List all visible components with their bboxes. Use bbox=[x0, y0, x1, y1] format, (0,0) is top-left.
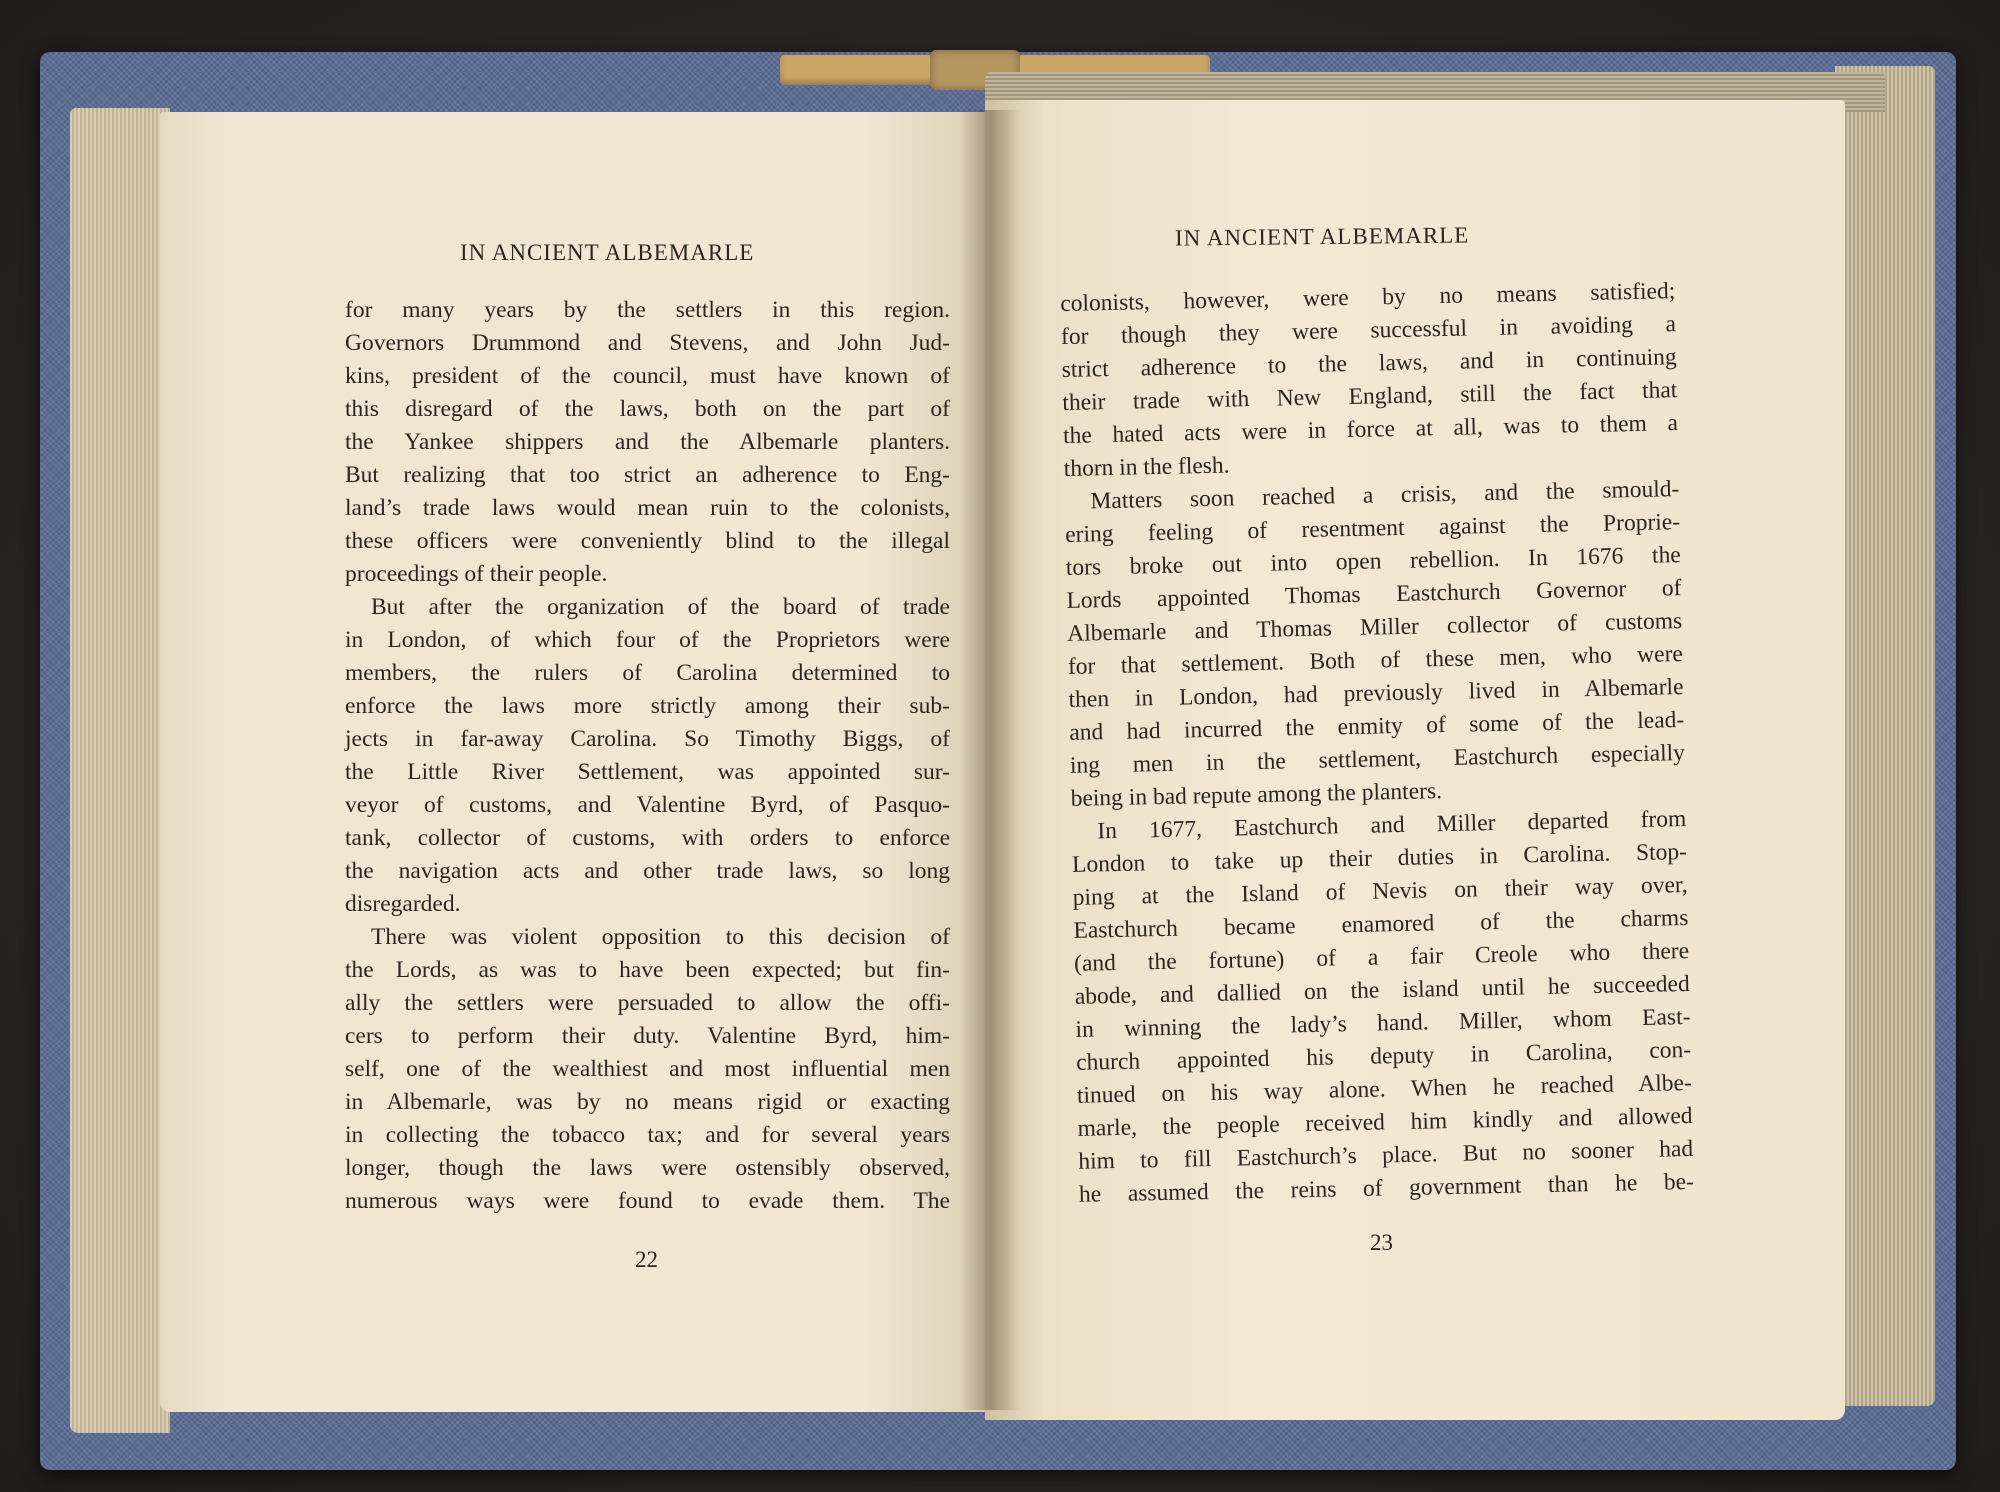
text-line: he assumed the reins of government than he be- bbox=[1078, 1168, 1695, 1208]
page-number: 22 bbox=[635, 1247, 658, 1272]
text-line: the Little River Settlement, was appointed sur- bbox=[345, 759, 950, 785]
text-line: the Yankee shippers and the Albemarle planters. bbox=[345, 429, 950, 455]
page-number: 23 bbox=[1370, 1230, 1393, 1255]
text-line: (and the fortune) of a fair Creole who there bbox=[1073, 937, 1690, 977]
text-line: In 1677, Eastchurch and Miller departed from bbox=[1097, 806, 1687, 845]
text-line: this disregard of the laws, both on the part of bbox=[345, 396, 950, 422]
left-page bbox=[160, 112, 992, 1412]
text-line: ping at the Island of Nevis on their way over, bbox=[1072, 871, 1688, 911]
text-line: longer, though the laws were ostensibly observed, bbox=[345, 1155, 950, 1181]
body-text bbox=[345, 294, 950, 1218]
text-line: But after the organization of the board of trade bbox=[371, 594, 950, 620]
text-line: London to take up their duties in Carolina. Stop- bbox=[1071, 838, 1688, 878]
text-line: strict adherence to the laws, and in continuing bbox=[1061, 344, 1677, 383]
text-line: numerous ways were found to evade them. The bbox=[345, 1188, 950, 1214]
text-line: colonists, however, were by no means satisfied; bbox=[1060, 278, 1676, 317]
text-line: Governors Drummond and Stevens, and John Jud- bbox=[345, 330, 950, 356]
text-line: ally the settlers were persuaded to allow the offi- bbox=[345, 990, 950, 1016]
text-line: Matters soon reached a crisis, and the smould- bbox=[1090, 476, 1680, 515]
text-line: the Lords, as was to have been expected; but fin- bbox=[345, 957, 950, 983]
right-page-stack-edge bbox=[1835, 66, 1935, 1406]
text-line: Lords appointed Thomas Eastchurch Governor of bbox=[1066, 575, 1682, 614]
text-line: in Albemarle, was by no means rigid or exacting bbox=[345, 1089, 950, 1115]
text-line: thorn in the flesh. bbox=[1063, 452, 1230, 482]
text-line: the hated acts were in force at all, was to them a bbox=[1062, 410, 1679, 449]
text-line: cers to perform their duty. Valentine Byrd, him- bbox=[345, 1023, 950, 1049]
text-line: tank, collector of customs, with orders to enforce bbox=[345, 825, 950, 851]
text-line: members, the rulers of Carolina determined to bbox=[345, 660, 950, 686]
text-line: marle, the people received him kindly and allowed bbox=[1077, 1102, 1693, 1142]
text-line: him to fill Eastchurch’s place. But no sooner had bbox=[1078, 1135, 1694, 1175]
body-text bbox=[1060, 275, 1694, 1212]
text-line: for though they were successful in avoiding a bbox=[1060, 311, 1677, 350]
text-line: There was violent opposition to this decision of bbox=[371, 924, 950, 950]
text-line: veyor of customs, and Valentine Byrd, of Pasquo- bbox=[345, 792, 950, 818]
running-head: IN ANCIENT ALBEMARLE bbox=[1174, 222, 1470, 251]
running-head: IN ANCIENT ALBEMARLE bbox=[460, 240, 755, 265]
text-line: land’s trade laws would mean ruin to the colonists, bbox=[345, 495, 950, 521]
text-line: self, one of the wealthiest and most influential men bbox=[345, 1056, 950, 1082]
text-line: ering feeling of resentment against the Proprie- bbox=[1064, 509, 1681, 548]
text-line: the navigation acts and other trade laws, so long bbox=[345, 858, 950, 884]
text-line: church appointed his deputy in Carolina, con- bbox=[1075, 1036, 1692, 1076]
text-line: then in London, had previously lived in Albemarle bbox=[1068, 674, 1684, 713]
text-line: disregarded. bbox=[345, 891, 461, 917]
left-page-stack-edge bbox=[70, 108, 170, 1433]
text-line: But realizing that too strict an adherence to Eng- bbox=[345, 462, 950, 488]
text-line: ing men in the settlement, Eastchurch especially bbox=[1069, 740, 1686, 779]
text-line: in London, of which four of the Proprietors were bbox=[345, 627, 950, 653]
text-line: their trade with New England, still the fact that bbox=[1062, 377, 1678, 416]
text-line: jects in far-away Carolina. So Timothy Biggs, of bbox=[345, 726, 950, 752]
text-line: proceedings of their people. bbox=[345, 561, 608, 587]
right-page bbox=[985, 100, 1845, 1420]
text-line: these officers were conveniently blind to the illegal bbox=[345, 528, 950, 554]
text-line: Albemarle and Thomas Miller collector of customs bbox=[1066, 608, 1683, 647]
text-line: for many years by the settlers in this region. bbox=[345, 297, 950, 323]
text-line: and had incurred the enmity of some of the lead- bbox=[1069, 707, 1685, 746]
text-line: in winning the lady’s hand. Miller, whom East- bbox=[1075, 1003, 1691, 1043]
text-line: for that settlement. Both of these men, who were bbox=[1067, 641, 1684, 680]
text-line: in collecting the tobacco tax; and for several years bbox=[345, 1122, 950, 1148]
text-line: abode, and dallied on the island until he succeeded bbox=[1074, 970, 1690, 1010]
text-line: Eastchurch became enamored of the charms bbox=[1073, 904, 1689, 944]
text-line: tinued on his way alone. When he reached Albe- bbox=[1076, 1069, 1693, 1109]
text-line: being in bad repute among the planters. bbox=[1070, 778, 1443, 812]
text-line: kins, president of the council, must have known of bbox=[345, 363, 950, 389]
text-line: tors broke out into open rebellion. In 1676 the bbox=[1065, 542, 1682, 581]
text-line: enforce the laws more strictly among their sub- bbox=[345, 693, 950, 719]
